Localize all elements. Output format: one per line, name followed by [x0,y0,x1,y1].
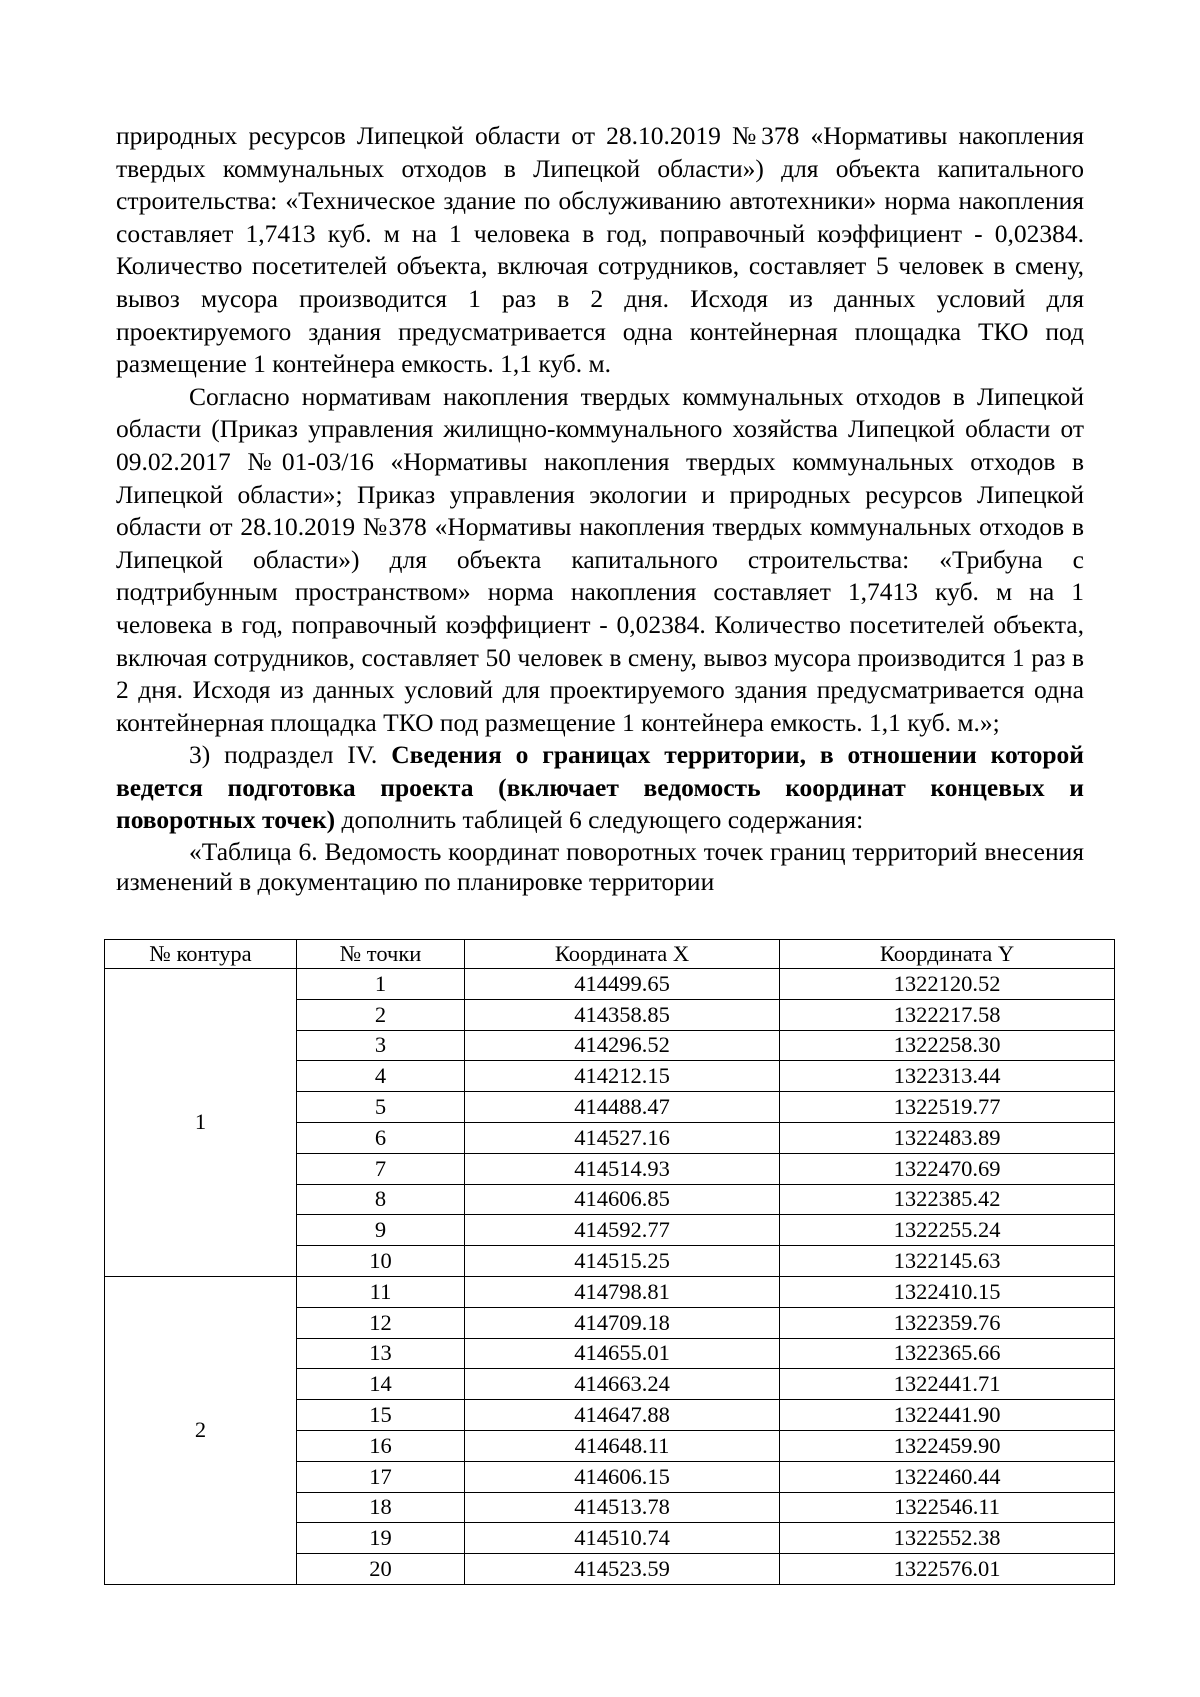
point-cell: 12 [297,1307,465,1338]
y-cell: 1322410.15 [780,1276,1115,1307]
header-point: № точки [297,940,465,969]
paragraph-3-end: дополнить таблицей 6 следующего содержания: [335,805,864,835]
y-cell: 1322460.44 [780,1461,1115,1492]
point-cell: 17 [297,1461,465,1492]
y-cell: 1322258.30 [780,1030,1115,1061]
point-cell: 18 [297,1492,465,1523]
table-row [105,1276,1115,1307]
x-cell: 414606.15 [465,1461,780,1492]
x-cell: 414212.15 [465,1061,780,1092]
x-cell: 414648.11 [465,1430,780,1461]
contour-cell: 1 [105,969,297,1277]
x-cell: 414499.65 [465,969,780,1000]
table-caption: «Таблица 6. Ведомость координат поворотных точек границ территорий внесения изменений в документацию по планировке территории [116,837,1084,897]
point-cell: 4 [297,1061,465,1092]
x-cell: 414514.93 [465,1153,780,1184]
x-cell: 414592.77 [465,1215,780,1246]
y-cell: 1322217.58 [780,999,1115,1030]
point-cell: 9 [297,1215,465,1246]
point-cell: 10 [297,1246,465,1277]
x-cell: 414527.16 [465,1122,780,1153]
paragraph-2: Согласно нормативам накопления твердых коммунальных отходов в Липецкой области (Приказ управления жилищно-коммунального хозяйства Липецкой области от 09.02.2017 №01-03/16 «Нормативы накопления твердых коммунальных отходов в Липецкой области»; Приказ управления экологии и природных ресурсов Липецкой области от 28.10.2019 №378 «Нормативы накопления твердых коммунальных отходов в Липецкой области») для объекта капитального строительства: «Трибуна с подтрибунным пространством» норма накопления составляет 1,7413 куб. м на 1 человека в год, поправочный коэффициент - 0,02384. Количество посетителей объекта, включая сотрудников, составляет 50 человек в смену, вывоз мусора производится 1 раз в 2 дня. Исходя из данных условий для проектируемого здания предусматривается одна контейнерная площадка ТКО под размещение 1 контейнера емкость. 1,1 куб. м.»; [116,381,1084,737]
y-cell: 1322359.76 [780,1307,1115,1338]
header-y: Координата Y [780,940,1115,969]
point-cell: 15 [297,1400,465,1431]
header-x: Координата X [465,940,780,969]
y-cell: 1322441.71 [780,1369,1115,1400]
x-cell: 414663.24 [465,1369,780,1400]
y-cell: 1322120.52 [780,969,1115,1000]
x-cell: 414798.81 [465,1276,780,1307]
y-cell: 1322470.69 [780,1153,1115,1184]
y-cell: 1322145.63 [780,1246,1115,1277]
point-cell: 14 [297,1369,465,1400]
table-header-row [105,940,1115,969]
y-cell: 1322483.89 [780,1122,1115,1153]
y-cell: 1322546.11 [780,1492,1115,1523]
point-cell: 13 [297,1338,465,1369]
document-body [116,120,1084,897]
point-cell: 8 [297,1184,465,1215]
x-cell: 414606.85 [465,1184,780,1215]
point-cell: 11 [297,1276,465,1307]
y-cell: 1322576.01 [780,1554,1115,1585]
point-cell: 7 [297,1153,465,1184]
point-cell: 19 [297,1523,465,1554]
y-cell: 1322459.90 [780,1430,1115,1461]
point-cell: 3 [297,1030,465,1061]
x-cell: 414655.01 [465,1338,780,1369]
y-cell: 1322385.42 [780,1184,1115,1215]
point-cell: 6 [297,1122,465,1153]
x-cell: 414488.47 [465,1092,780,1123]
paragraph-1: природных ресурсов Липецкой области от 28.10.2019 №378 «Нормативы накопления твердых коммунальных отходов в Липецкой области») для объекта капитального строительства: «Техническое здание по обслуживанию автотехники» норма накопления составляет 1,7413 куб. м на 1 человека в год, поправочный коэффициент - 0,02384. Количество посетителей объекта, включая сотрудников, составляет 5 человек в смену, вывоз мусора производится 1 раз в 2 дня. Исходя из данных условий для проектируемого здания предусматривается одна контейнерная площадка ТКО под размещение 1 контейнера емкость. 1,1 куб. м. [116,121,1084,379]
header-contour: № контура [105,940,297,969]
point-cell: 1 [297,969,465,1000]
contour-cell: 2 [105,1276,297,1584]
paragraph-3 [116,739,1084,837]
x-cell: 414510.74 [465,1523,780,1554]
point-cell: 2 [297,999,465,1030]
table-body [105,969,1115,1585]
point-cell: 20 [297,1554,465,1585]
x-cell: 414296.52 [465,1030,780,1061]
y-cell: 1322365.66 [780,1338,1115,1369]
y-cell: 1322441.90 [780,1400,1115,1431]
x-cell: 414647.88 [465,1400,780,1431]
coordinates-table [104,939,1115,1585]
y-cell: 1322552.38 [780,1523,1115,1554]
table-row [105,969,1115,1000]
y-cell: 1322255.24 [780,1215,1115,1246]
x-cell: 414523.59 [465,1554,780,1585]
paragraph-3-bold: Сведения о границах территории, в отношении которой ведется подготовка проекта (включает ведомость координат концевых и поворотных точек) [116,740,1084,835]
y-cell: 1322313.44 [780,1061,1115,1092]
x-cell: 414513.78 [465,1492,780,1523]
y-cell: 1322519.77 [780,1092,1115,1123]
x-cell: 414515.25 [465,1246,780,1277]
x-cell: 414358.85 [465,999,780,1030]
point-cell: 16 [297,1430,465,1461]
x-cell: 414709.18 [465,1307,780,1338]
point-cell: 5 [297,1092,465,1123]
paragraph-3-start: 3) подраздел IV. [189,740,392,770]
